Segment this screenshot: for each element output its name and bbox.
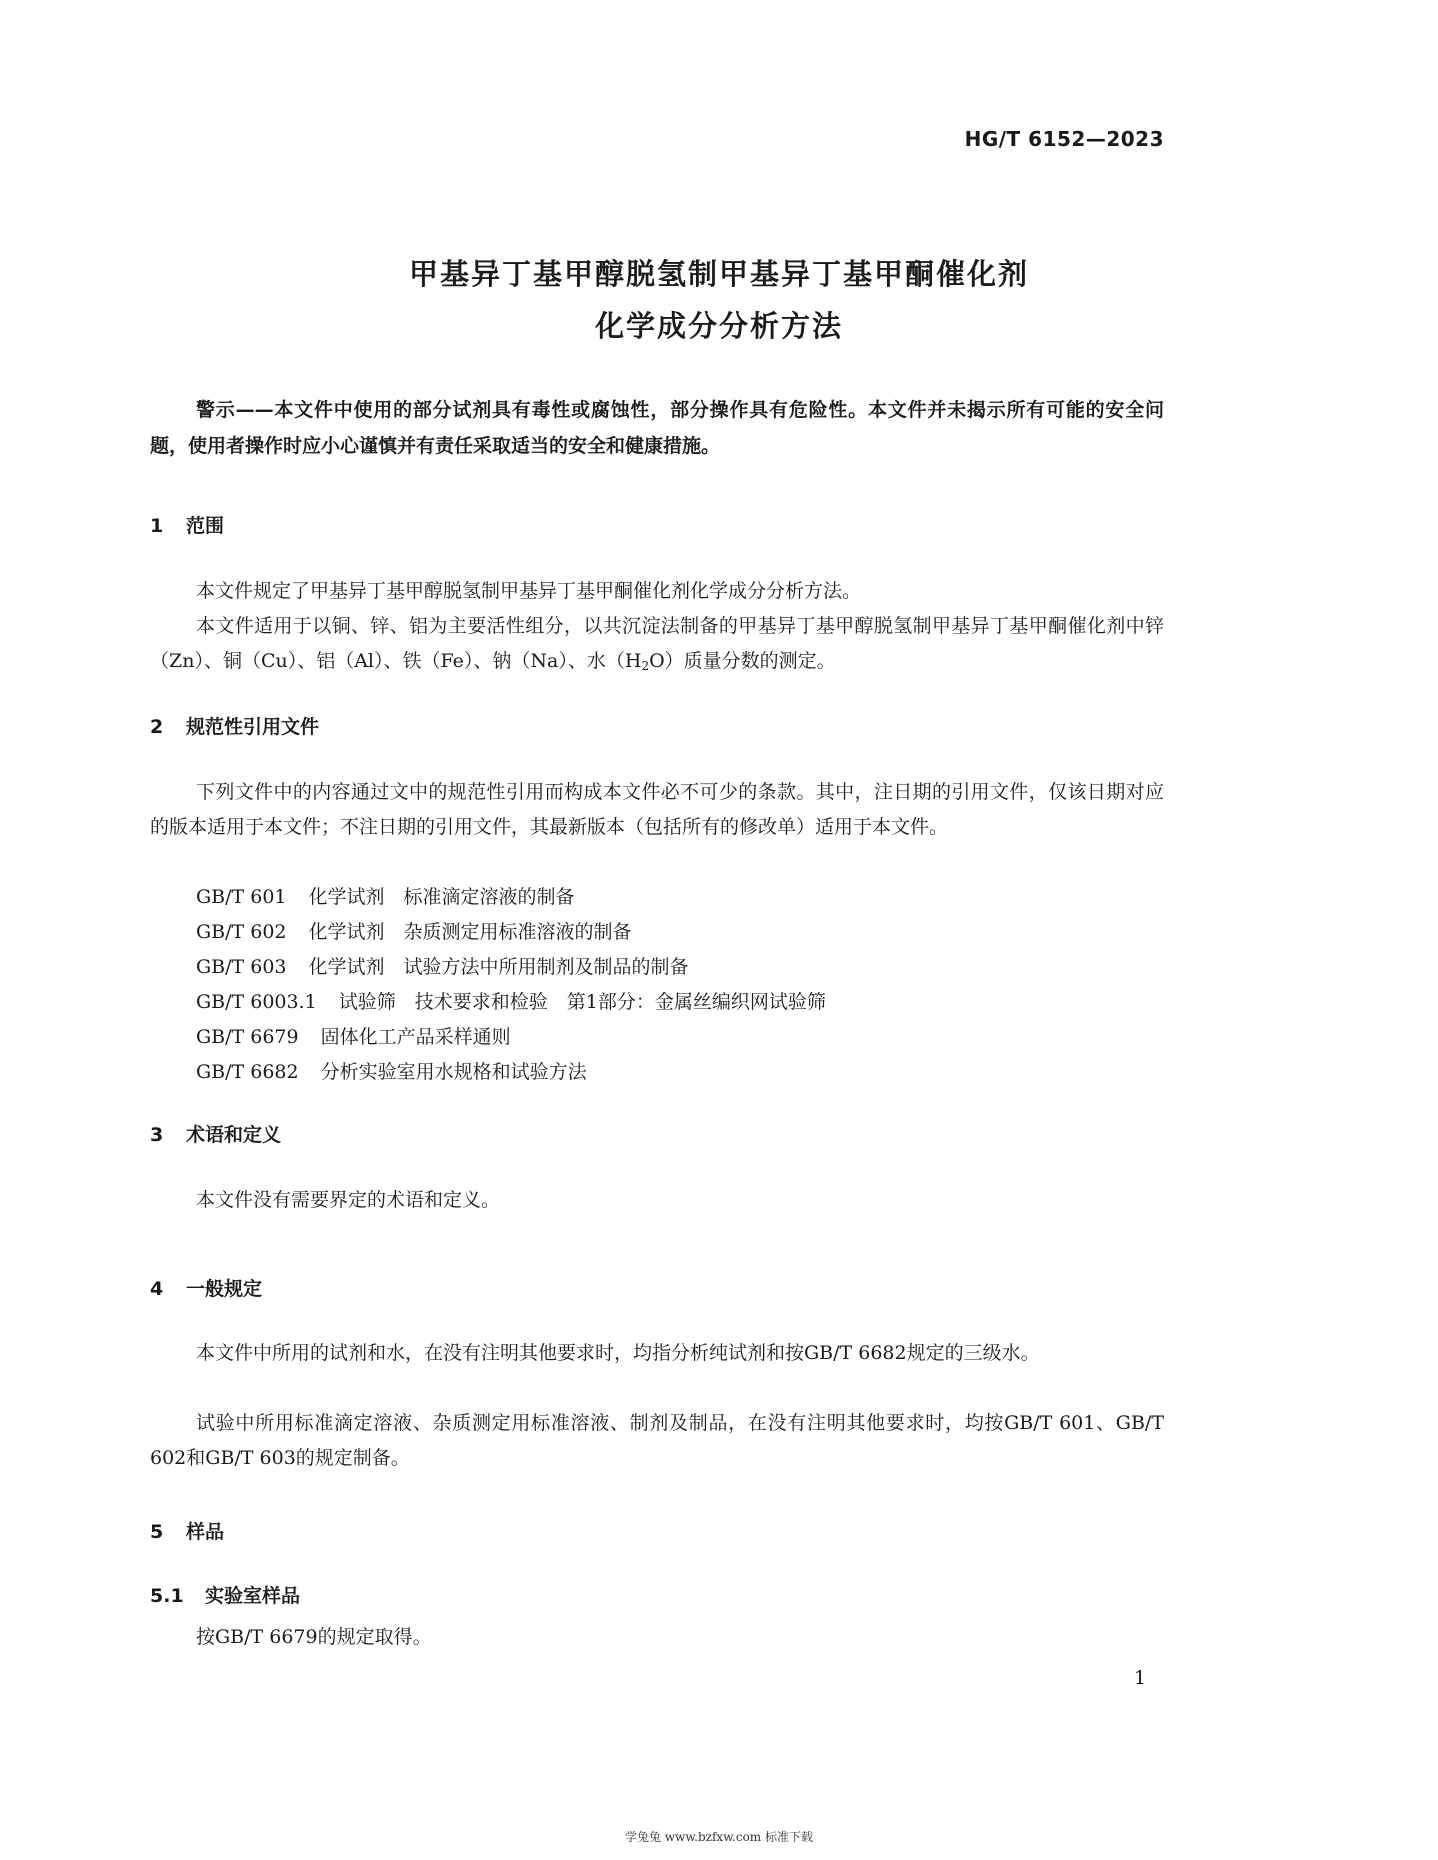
section-number: 3 (150, 1124, 164, 1146)
reference-name: 化学试剂 杂质测定用标准溶液的制备 (308, 921, 632, 943)
standard-code: HG/T 6152—2023 (964, 127, 1164, 151)
general-provisions-paragraph-1: 本文件中所用的试剂和水，在没有注明其他要求时，均指分析纯试剂和按GB/T 6682规定的三级水。 (196, 1342, 1040, 1364)
watermark: 学兔兔 www.bzfxw.com 标准下载 (624, 1830, 814, 1844)
title-line-2: 化学成分分析方法 (594, 309, 843, 343)
section-number: 2 (150, 716, 164, 738)
reference-code: GB/T 601 (196, 886, 287, 908)
section-title: 术语和定义 (186, 1124, 282, 1146)
reference-code: GB/T 603 (196, 956, 287, 978)
safety-warning: 警示——本文件中使用的部分试剂具有毒性或腐蚀性，部分操作具有危险性。本文件并未揭示所有可能的安全问题，使用者操作时应小心谨慎并有责任采取适当的安全和健康措施。 (150, 399, 1164, 457)
reference-list (196, 880, 826, 1090)
page-number: 1 (1134, 1667, 1147, 1689)
document-title (0, 248, 1438, 352)
reference-code: GB/T 602 (196, 921, 287, 943)
scope-paragraph-1: 本文件规定了甲基异丁基甲醇脱氢制甲基异丁基甲酮催化剂化学成分分析方法。 (196, 580, 862, 602)
laboratory-sample-paragraph: 按GB/T 6679的规定取得。 (196, 1626, 432, 1648)
scope-paragraph-2: 本文件适用于以铜、锌、铝为主要活性组分，以共沉淀法制备的甲基异丁基甲醇脱氢制甲基异丁基甲酮催化剂中锌（Zn）、铜（Cu）、铝（Al）、铁（Fe）、钠（Na）、水$(H_2O)$质量分数的测定。 (150, 615, 1164, 673)
section-title: 范围 (186, 515, 225, 537)
reference-code: GB/T 6003.1 (196, 991, 317, 1013)
section-title: 一般规定 (186, 1278, 263, 1300)
list-item (196, 950, 826, 985)
reference-name: 固体化工产品采样通则 (320, 1026, 511, 1048)
reference-code: GB/T 6679 (196, 1026, 299, 1048)
section-number: 1 (150, 515, 164, 537)
list-item (196, 985, 826, 1020)
reference-name: 化学试剂 标准滴定溶液的制备 (308, 886, 575, 908)
list-item (196, 915, 826, 950)
reference-name: 分析实验室用水规格和试验方法 (320, 1061, 587, 1083)
reference-code: GB/T 6682 (196, 1061, 299, 1083)
list-item (196, 1055, 826, 1090)
section-2-heading (150, 712, 319, 739)
section-5-1-heading (150, 1581, 300, 1608)
section-5-heading (150, 1517, 224, 1544)
title-line-1: 甲基异丁基甲醇脱氢制甲基异丁基甲酮催化剂 (408, 257, 1029, 291)
section-title: 样品 (186, 1521, 225, 1543)
section-number: 5.1 (150, 1585, 184, 1607)
terms-paragraph: 本文件没有需要界定的术语和定义。 (196, 1189, 501, 1211)
section-number: 5 (150, 1521, 164, 1543)
section-3-heading (150, 1120, 281, 1147)
section-1-heading (150, 511, 224, 538)
normative-references-intro: 下列文件中的内容通过文中的规范性引用而构成本文件必不可少的条款。其中，注日期的引用文件，仅该日期对应的版本适用于本文件；不注日期的引用文件，其最新版本（包括所有的修改单）适用于本文件。 (150, 781, 1164, 838)
reference-name: 试验筛 技术要求和检验 第1部分：金属丝编织网试验筛 (338, 991, 826, 1013)
section-title: 实验室样品 (205, 1585, 301, 1607)
section-4-heading (150, 1274, 262, 1301)
reference-name: 化学试剂 试验方法中所用制剂及制品的制备 (308, 956, 689, 978)
section-number: 4 (150, 1278, 164, 1300)
section-title: 规范性引用文件 (186, 716, 320, 738)
list-item (196, 880, 826, 915)
general-provisions-paragraph-2: 试验中所用标准滴定溶液、杂质测定用标准溶液、制剂及制品，在没有注明其他要求时，均按GB/T 601、GB/T 602和GB/T 603的规定制备。 (150, 1412, 1164, 1469)
list-item (196, 1020, 826, 1055)
